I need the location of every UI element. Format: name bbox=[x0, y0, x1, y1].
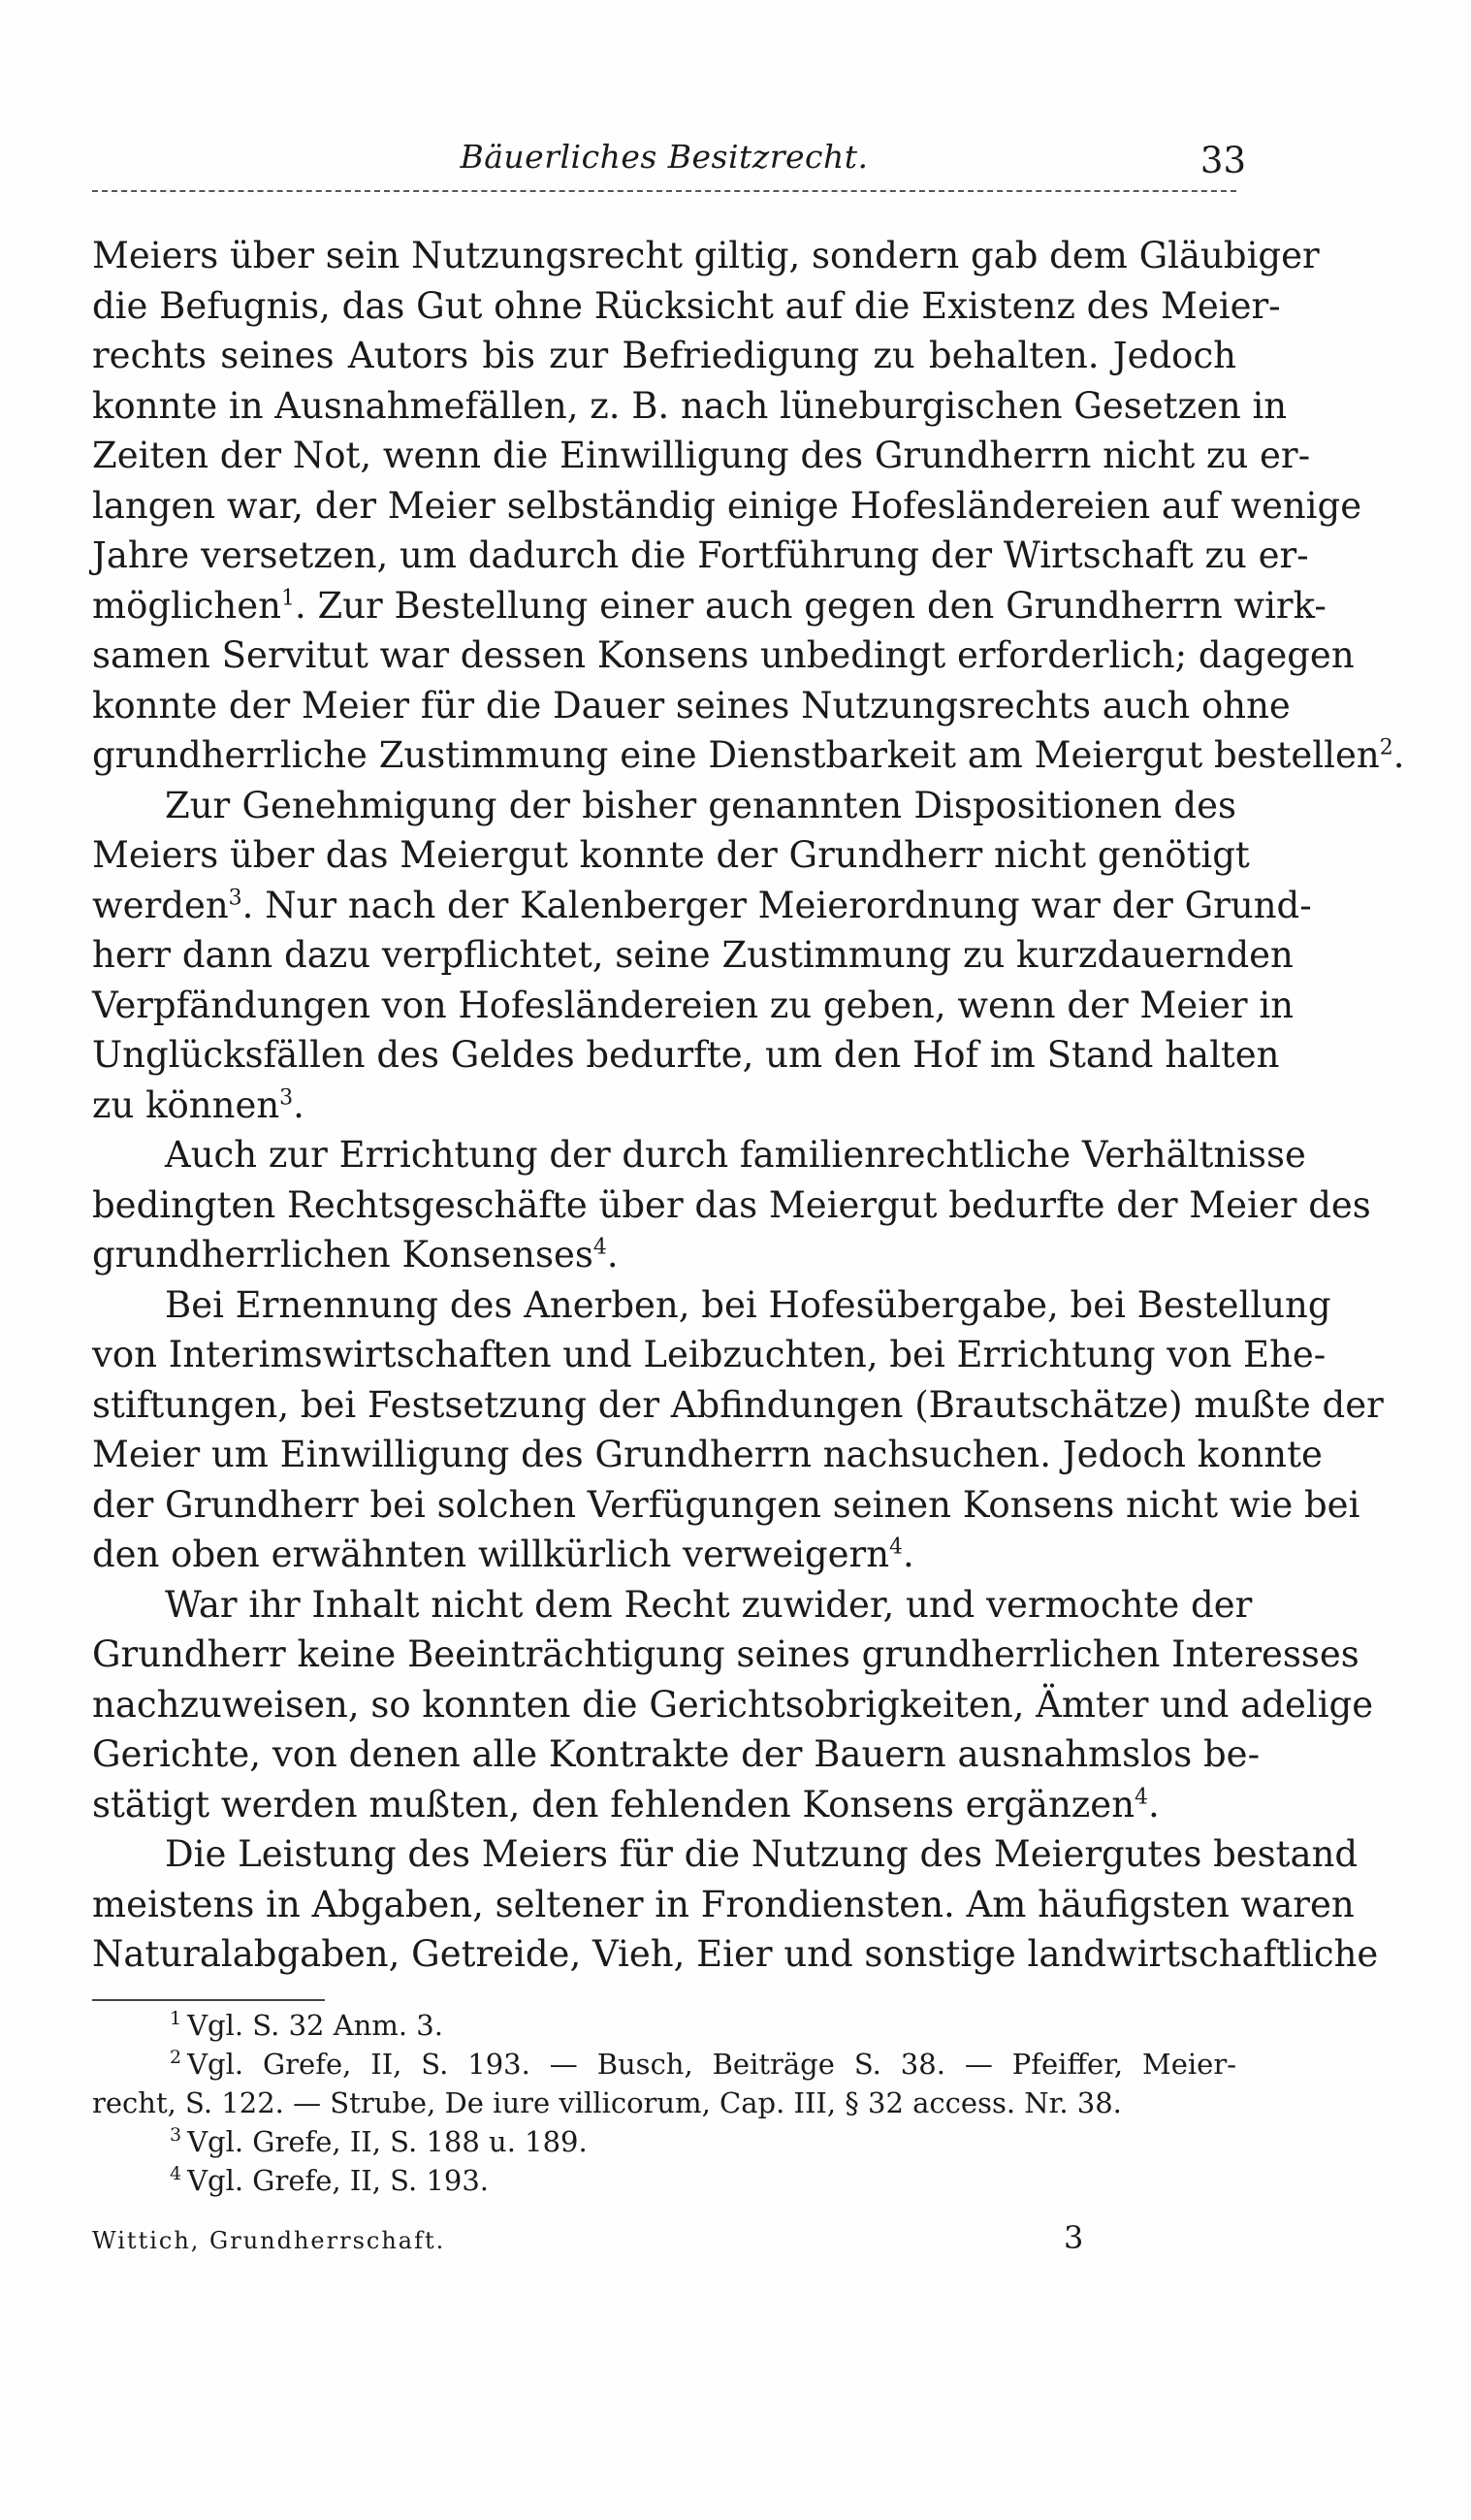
text-run: . bbox=[293, 1083, 304, 1126]
text-line: rechts seines Autors bis zur Befriedigung zu behalten. Jedoch bbox=[92, 335, 1236, 376]
text-line: die Befugnis, das Gut ohne Rücksicht auf die Existenz des Meier- bbox=[92, 284, 1281, 327]
footnote-marker-4[interactable]: 4 bbox=[1135, 1785, 1149, 1810]
footnote-2-line-1 bbox=[92, 2045, 1236, 2084]
paragraph-1 bbox=[92, 231, 1405, 781]
paragraph-5 bbox=[92, 1580, 1374, 1830]
paragraph-4 bbox=[92, 1280, 1384, 1580]
text-line bbox=[92, 730, 1405, 781]
text-line: Zur Genehmigung der bisher genannten Dispositionen des bbox=[165, 784, 1236, 826]
footnote-text: Vgl. Grefe, II, S. 193. — Busch, Beiträge S. 38. — Pfeiffer, Meier- bbox=[187, 2048, 1236, 2081]
text-line bbox=[92, 581, 1327, 631]
text-line: Meiers über sein Nutzungsrecht giltig, sondern gab dem Gläubiger bbox=[92, 235, 1320, 276]
footnote-number: 3 bbox=[170, 2124, 182, 2147]
text-line bbox=[92, 1081, 1236, 1131]
text-run: stätigt werden mußten, den fehlenden Konsens ergänzen bbox=[92, 1783, 1135, 1825]
footnote-text: Vgl. S. 32 Anm. 3. bbox=[187, 2009, 443, 2042]
footnote-marker-3[interactable]: 3 bbox=[228, 886, 242, 911]
text-run: den oben erwähnten willkürlich verweigern bbox=[92, 1534, 890, 1575]
footnote-number: 2 bbox=[170, 2047, 182, 2069]
paragraph-2 bbox=[92, 781, 1312, 1131]
running-title: Bäuerliches Besitzrecht. bbox=[460, 138, 869, 176]
footnote-number: 4 bbox=[170, 2163, 182, 2185]
paragraph-3 bbox=[92, 1130, 1371, 1280]
text-run: zu können bbox=[92, 1083, 280, 1126]
sheet-number: 3 bbox=[1064, 2219, 1084, 2256]
footnotes bbox=[92, 2006, 1236, 2200]
text-line: Auch zur Errichtung der durch familienrechtliche Verhältnisse bbox=[165, 1134, 1306, 1176]
footnote-text: Vgl. Grefe, II, S. 188 u. 189. bbox=[187, 2125, 588, 2158]
text-line: samen Servitut war dessen Konsens unbedingt erforderlich; dagegen bbox=[92, 634, 1355, 676]
footnote-text: Vgl. Grefe, II, S. 193. bbox=[187, 2164, 490, 2197]
footnote-marker-4[interactable]: 4 bbox=[889, 1535, 904, 1560]
text-line: der Grundherr bei solchen Verfügungen seinen Konsens nicht wie bei bbox=[92, 1483, 1360, 1526]
text-line: Gerichte, von denen alle Kontrakte der Bauern ausnahmslos be- bbox=[92, 1733, 1261, 1775]
running-header bbox=[92, 138, 1246, 200]
header-rule bbox=[92, 190, 1236, 192]
footnote-4 bbox=[92, 2161, 1236, 2200]
footnote-rule bbox=[92, 1999, 325, 2001]
footnote-3 bbox=[92, 2122, 1236, 2161]
text-run: grundherrliche Zustimmung eine Dienstbarkeit am Meiergut bestellen bbox=[92, 734, 1380, 776]
footnote-marker-3[interactable]: 3 bbox=[279, 1085, 294, 1111]
text-line: Verpfändungen von Hofesländereien zu geben, wenn der Meier in bbox=[92, 984, 1295, 1026]
text-run: . bbox=[903, 1534, 914, 1575]
printer-signature: Wittich, Grundherrschaft. bbox=[92, 2227, 446, 2254]
text-line bbox=[92, 881, 1312, 931]
footnote-1 bbox=[92, 2006, 1236, 2045]
footnote-marker-1[interactable]: 1 bbox=[281, 586, 295, 611]
text-line: bedingten Rechtsgeschäfte über das Meiergut bedurfte der Meier des bbox=[92, 1183, 1371, 1226]
text-run: . Zur Bestellung einer auch gegen den Grundherrn wirk- bbox=[295, 584, 1327, 627]
text-line: konnte in Ausnahmefällen, z. B. nach lüneburgischen Gesetzen in bbox=[92, 384, 1288, 427]
text-line: Jahre versetzen, um dadurch die Fortführung der Wirtschaft zu er- bbox=[92, 534, 1309, 576]
text-line: Bei Ernennung des Anerben, bei Hofesübergabe, bei Bestellung bbox=[165, 1283, 1331, 1326]
text-line: Naturalabgaben, Getreide, Vieh, Eier und sonstige landwirtschaftliche bbox=[92, 1933, 1379, 1975]
text-line: meistens in Abgaben, seltener in Frondiensten. Am häufigsten waren bbox=[92, 1883, 1355, 1925]
text-line: Die Leistung des Meiers für die Nutzung des Meiergutes bestand bbox=[165, 1833, 1359, 1875]
text-line: herr dann dazu verpflichtet, seine Zustimmung zu kurzdauernden bbox=[92, 934, 1294, 976]
text-run: werden bbox=[92, 884, 229, 926]
text-line: konnte der Meier für die Dauer seines Nutzungsrechts auch ohne bbox=[92, 684, 1291, 727]
text-line bbox=[92, 1230, 1236, 1280]
text-line: von Interimswirtschaften und Leibzuchten, bei Errichtung von Ehe- bbox=[92, 1334, 1327, 1375]
text-run: grundherrlichen Konsenses bbox=[92, 1234, 593, 1276]
text-run: möglichen bbox=[92, 584, 281, 627]
text-line: Zeiten der Not, wenn die Einwilligung des Grundherrn nicht zu er- bbox=[92, 435, 1311, 476]
text-run: . bbox=[1148, 1783, 1160, 1825]
text-run: . bbox=[1392, 734, 1405, 776]
text-line bbox=[92, 1780, 1236, 1830]
text-line: Unglücksfällen des Geldes bedurfte, um den Hof im Stand halten bbox=[92, 1034, 1280, 1076]
footnote-marker-4[interactable]: 4 bbox=[592, 1235, 607, 1260]
page-number: 33 bbox=[1199, 140, 1246, 181]
paragraph-6 bbox=[92, 1829, 1379, 1980]
footnote-2-line-2: recht, S. 122. — Strube, De iure villicorum, Cap. III, § 32 access. Nr. 38. bbox=[92, 2086, 1122, 2119]
text-line: nachzuweisen, so konnten die Gerichtsobrigkeiten, Ämter und adelige bbox=[92, 1683, 1374, 1726]
text-line: War ihr Inhalt nicht dem Recht zuwider, und vermochte der bbox=[165, 1583, 1253, 1626]
text-line: stiftungen, bei Festsetzung der Abfindungen (Brautschätze) mußte der bbox=[92, 1383, 1384, 1426]
text-run: . Nur nach der Kalenberger Meierordnung war der Grund- bbox=[241, 884, 1312, 926]
text-line: Meier um Einwilligung des Grundherrn nachsuchen. Jedoch konnte bbox=[92, 1434, 1323, 1475]
footnote-marker-2[interactable]: 2 bbox=[1379, 735, 1393, 760]
text-run: . bbox=[606, 1234, 619, 1276]
body-text bbox=[92, 231, 1405, 1980]
text-line: Meiers über das Meiergut konnte der Grundherr nicht genötigt bbox=[92, 834, 1250, 876]
text-line bbox=[92, 1530, 1236, 1580]
footnote-number: 1 bbox=[170, 2008, 182, 2030]
text-line: langen war, der Meier selbständig einige Hofesländereien auf wenige bbox=[92, 484, 1362, 527]
text-line: Grundherr keine Beeinträchtigung seines grundherrlichen Interesses bbox=[92, 1633, 1359, 1675]
